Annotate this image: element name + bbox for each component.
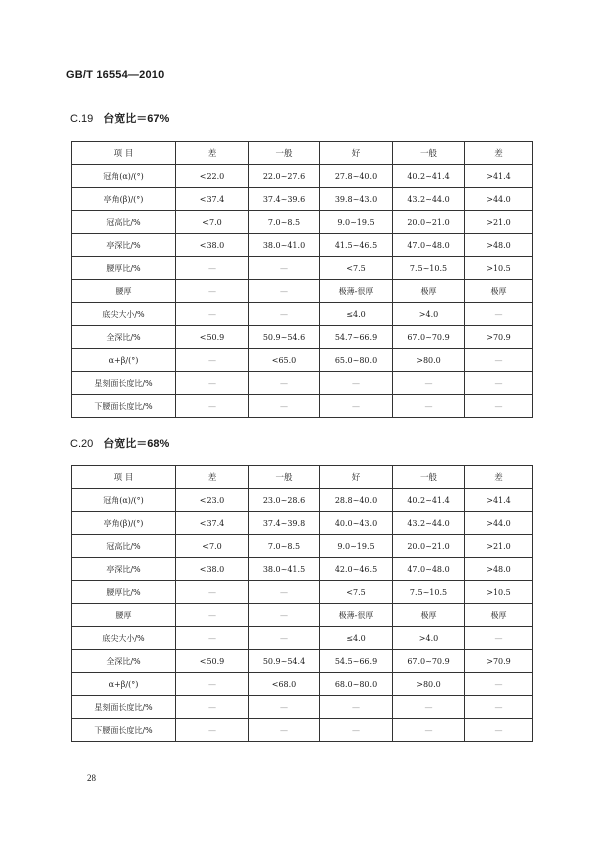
table-cell: 极薄-很厚 xyxy=(320,604,393,627)
column-header: 一般 xyxy=(249,142,320,165)
section-heading: 台宽比＝67% xyxy=(103,113,170,125)
table-row xyxy=(72,349,533,372)
table-cell: 37.4~39.8 xyxy=(249,512,320,535)
section-number: C.19 xyxy=(70,113,94,125)
table-cell: — xyxy=(465,372,533,395)
table-row xyxy=(72,604,533,627)
row-label: 下腰面长度比/% xyxy=(72,719,176,742)
table-cell: >70.9 xyxy=(465,326,533,349)
table-header-row xyxy=(72,466,533,489)
table-cell: <65.0 xyxy=(249,349,320,372)
table-cell: 极厚 xyxy=(465,604,533,627)
table-cell: — xyxy=(320,719,393,742)
table-cell: 47.0~48.0 xyxy=(393,234,465,257)
table-cell: — xyxy=(176,349,249,372)
table-cell: — xyxy=(249,581,320,604)
table-row xyxy=(72,372,533,395)
table-cell: — xyxy=(176,395,249,418)
table-cell: — xyxy=(465,673,533,696)
table-cell: 42.0~46.5 xyxy=(320,558,393,581)
table-cell: 9.0~19.5 xyxy=(320,211,393,234)
table-cell: — xyxy=(465,719,533,742)
ratio-table-c20 xyxy=(71,465,533,742)
standard-code: GB/T 16554—2010 xyxy=(66,69,165,81)
table-cell: 50.9~54.6 xyxy=(249,326,320,349)
column-header: 项 目 xyxy=(72,466,176,489)
table-cell: — xyxy=(176,372,249,395)
table-cell: 43.2~44.0 xyxy=(393,188,465,211)
table-cell: 39.8~43.0 xyxy=(320,188,393,211)
row-label: 星刻面长度比/% xyxy=(72,696,176,719)
column-header: 差 xyxy=(465,142,533,165)
row-label: 亭角(β)/(°) xyxy=(72,512,176,535)
table-cell: <38.0 xyxy=(176,234,249,257)
table-cell: — xyxy=(176,581,249,604)
table-cell: — xyxy=(176,257,249,280)
table-cell: 7.5~10.5 xyxy=(393,581,465,604)
table-cell: 7.5~10.5 xyxy=(393,257,465,280)
table-cell: >80.0 xyxy=(393,349,465,372)
column-header: 差 xyxy=(176,466,249,489)
row-label: 底尖大小/% xyxy=(72,303,176,326)
table-cell: 20.0~21.0 xyxy=(393,535,465,558)
table-cell: — xyxy=(465,627,533,650)
section-title-c19 xyxy=(70,110,169,126)
table-cell: 65.0~80.0 xyxy=(320,349,393,372)
table-cell: — xyxy=(249,280,320,303)
table-cell: — xyxy=(465,349,533,372)
table-cell: 67.0~70.9 xyxy=(393,650,465,673)
table-row xyxy=(72,303,533,326)
section-heading: 台宽比＝68% xyxy=(103,438,170,450)
table-cell: <68.0 xyxy=(249,673,320,696)
table-row xyxy=(72,535,533,558)
table-cell: >48.0 xyxy=(465,234,533,257)
table-cell: — xyxy=(465,303,533,326)
row-label: 腰厚比/% xyxy=(72,581,176,604)
row-label: 腰厚 xyxy=(72,280,176,303)
table-cell: 67.0~70.9 xyxy=(393,326,465,349)
table-cell: — xyxy=(465,395,533,418)
table-cell: — xyxy=(249,372,320,395)
table-cell: — xyxy=(465,696,533,719)
row-label: 星刻面长度比/% xyxy=(72,372,176,395)
table-cell: >48.0 xyxy=(465,558,533,581)
table-cell: 极厚 xyxy=(393,604,465,627)
table-cell: 41.5~46.5 xyxy=(320,234,393,257)
table-cell: 极厚 xyxy=(393,280,465,303)
table-cell: — xyxy=(249,303,320,326)
table-cell: >44.0 xyxy=(465,512,533,535)
table-row xyxy=(72,512,533,535)
table-cell: >10.5 xyxy=(465,581,533,604)
table-cell: <38.0 xyxy=(176,558,249,581)
table-cell: >4.0 xyxy=(393,303,465,326)
table-cell: — xyxy=(176,673,249,696)
row-label: 腰厚比/% xyxy=(72,257,176,280)
table-cell: — xyxy=(176,696,249,719)
table-cell: 极厚 xyxy=(465,280,533,303)
column-header: 好 xyxy=(320,466,393,489)
table-cell: — xyxy=(249,696,320,719)
table-cell: 22.0~27.6 xyxy=(249,165,320,188)
row-label: 底尖大小/% xyxy=(72,627,176,650)
table-cell: <7.5 xyxy=(320,581,393,604)
table-cell: <7.0 xyxy=(176,211,249,234)
table-row xyxy=(72,673,533,696)
table-row xyxy=(72,489,533,512)
row-label: 腰厚 xyxy=(72,604,176,627)
table-row xyxy=(72,326,533,349)
table-row xyxy=(72,234,533,257)
column-header: 好 xyxy=(320,142,393,165)
table-row xyxy=(72,280,533,303)
table-cell: >41.4 xyxy=(465,165,533,188)
table-cell: 38.0~41.5 xyxy=(249,558,320,581)
row-label: 冠角(α)/(°) xyxy=(72,165,176,188)
table-row xyxy=(72,719,533,742)
table-cell: >80.0 xyxy=(393,673,465,696)
row-label: 亭深比/% xyxy=(72,558,176,581)
table-cell: >21.0 xyxy=(465,211,533,234)
row-label: 亭角(β)/(°) xyxy=(72,188,176,211)
table-row xyxy=(72,627,533,650)
table-cell: <50.9 xyxy=(176,650,249,673)
table-cell: >21.0 xyxy=(465,535,533,558)
table-cell: <22.0 xyxy=(176,165,249,188)
table-cell: >10.5 xyxy=(465,257,533,280)
table-cell: >4.0 xyxy=(393,627,465,650)
table-cell: <37.4 xyxy=(176,188,249,211)
row-label: α+β/(°) xyxy=(72,673,176,696)
table-cell: 50.9~54.4 xyxy=(249,650,320,673)
table-cell: 9.0~19.5 xyxy=(320,535,393,558)
table-cell: 7.0~8.5 xyxy=(249,535,320,558)
table-cell: >44.0 xyxy=(465,188,533,211)
table-row xyxy=(72,696,533,719)
table-cell: — xyxy=(393,395,465,418)
row-label: 全深比/% xyxy=(72,326,176,349)
row-label: 冠高比/% xyxy=(72,535,176,558)
table-row xyxy=(72,581,533,604)
table-cell: 40.2~41.4 xyxy=(393,489,465,512)
page-number: 28 xyxy=(87,773,96,783)
table-cell: <37.4 xyxy=(176,512,249,535)
table-row xyxy=(72,558,533,581)
table-cell: — xyxy=(393,372,465,395)
table-cell: 54.7~66.9 xyxy=(320,326,393,349)
table-cell: 28.8~40.0 xyxy=(320,489,393,512)
table-cell: 43.2~44.0 xyxy=(393,512,465,535)
table-cell: <7.5 xyxy=(320,257,393,280)
table-cell: 68.0~80.0 xyxy=(320,673,393,696)
table-row xyxy=(72,211,533,234)
table-cell: 40.0~43.0 xyxy=(320,512,393,535)
table-cell: 47.0~48.0 xyxy=(393,558,465,581)
table-cell: — xyxy=(320,372,393,395)
table-cell: — xyxy=(249,257,320,280)
table-cell: 27.8~40.0 xyxy=(320,165,393,188)
table-cell: — xyxy=(393,696,465,719)
table-cell: 37.4~39.6 xyxy=(249,188,320,211)
table-cell: — xyxy=(249,719,320,742)
table-cell: — xyxy=(176,303,249,326)
table-cell: ≤4.0 xyxy=(320,627,393,650)
row-label: 下腰面长度比/% xyxy=(72,395,176,418)
table-cell: 40.2~41.4 xyxy=(393,165,465,188)
table-cell: — xyxy=(249,627,320,650)
column-header: 一般 xyxy=(393,142,465,165)
table-cell: >41.4 xyxy=(465,489,533,512)
row-label: 亭深比/% xyxy=(72,234,176,257)
row-label: 冠高比/% xyxy=(72,211,176,234)
row-label: α+β/(°) xyxy=(72,349,176,372)
column-header: 差 xyxy=(465,466,533,489)
section-number: C.20 xyxy=(70,438,94,450)
table-cell: 7.0~8.5 xyxy=(249,211,320,234)
table-cell: — xyxy=(176,627,249,650)
table-row xyxy=(72,188,533,211)
table-cell: — xyxy=(249,604,320,627)
column-header: 差 xyxy=(176,142,249,165)
table-cell: — xyxy=(320,395,393,418)
table-cell: ≤4.0 xyxy=(320,303,393,326)
table-cell: — xyxy=(249,395,320,418)
table-cell: — xyxy=(393,719,465,742)
column-header: 一般 xyxy=(249,466,320,489)
table-cell: — xyxy=(320,696,393,719)
table-cell: 23.0~28.6 xyxy=(249,489,320,512)
table-cell: 54.5~66.9 xyxy=(320,650,393,673)
table-cell: 20.0~21.0 xyxy=(393,211,465,234)
row-label: 全深比/% xyxy=(72,650,176,673)
table-cell: >70.9 xyxy=(465,650,533,673)
ratio-table-c19 xyxy=(71,141,533,418)
table-cell: — xyxy=(176,280,249,303)
table-cell: <50.9 xyxy=(176,326,249,349)
row-label: 冠角(α)/(°) xyxy=(72,489,176,512)
column-header: 一般 xyxy=(393,466,465,489)
table-cell: <7.0 xyxy=(176,535,249,558)
table-cell: 38.0~41.0 xyxy=(249,234,320,257)
table-header-row xyxy=(72,142,533,165)
table-cell: 极薄-很厚 xyxy=(320,280,393,303)
table-cell: — xyxy=(176,719,249,742)
table-row xyxy=(72,395,533,418)
table-row xyxy=(72,257,533,280)
table-cell: <23.0 xyxy=(176,489,249,512)
table-row xyxy=(72,650,533,673)
section-title-c20 xyxy=(70,435,169,451)
table-cell: — xyxy=(176,604,249,627)
column-header: 项 目 xyxy=(72,142,176,165)
table-row xyxy=(72,165,533,188)
